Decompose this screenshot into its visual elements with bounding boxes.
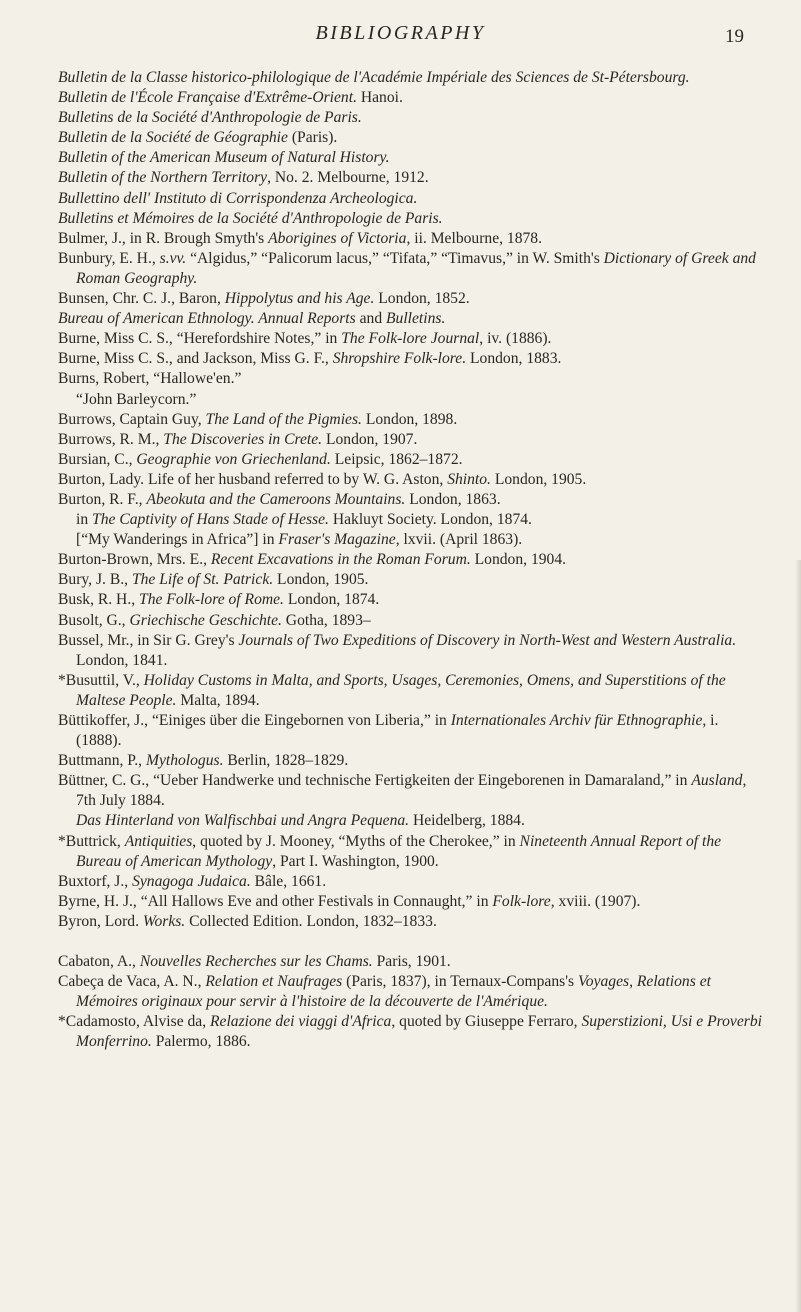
bib-entry: Busk, R. H., The Folk-lore of Rome. London, 1874. bbox=[58, 591, 380, 609]
bib-entry: Bunbury, E. H., s.vv. “Algidus,” “Palicorum lacus,” “Tifata,” “Timavus,” in W. Smith's Dictionary of Greek and Roman Geography. bbox=[58, 249, 756, 287]
bib-entry: Bulletin of the American Museum of Natural History. bbox=[58, 149, 390, 167]
bib-entry: Busolt, G., Griechische Geschichte. Gotha, 1893– bbox=[58, 611, 371, 629]
running-head: BIBLIOGRAPHY bbox=[315, 22, 486, 44]
bib-entry: Bulletin of the Northern Territory, No. 2. Melbourne, 1912. bbox=[58, 169, 429, 187]
bib-entry: Bulmer, J., in R. Brough Smyth's Aborigines of Victoria, ii. Melbourne, 1878. bbox=[58, 229, 542, 247]
bib-entry: *Busuttil, V., Holiday Customs in Malta, and Sports, Usages, Ceremonies, Omens, and Superstitions of the Maltese People. Malta, 1894. bbox=[58, 671, 726, 709]
bib-entry: Bulletin de la Classe historico-philologique de l'Académie Impériale des Sciences de St-Pétersbourg. bbox=[58, 69, 690, 86]
bib-entry: Bulletin de la Société de Géographie (Paris). bbox=[58, 129, 338, 147]
bib-entry: Büttikoffer, J., “Einiges über die Eingebornen von Liberia,” in Internationales Archiv für Ethnographie, i. (1888). bbox=[58, 712, 719, 750]
bib-entry: Burton, R. F., Abeokuta and the Cameroons Mountains. London, 1863. in The Captivity of Hans Stade of Hesse. Hakluyt Society. London, 1874. [“My Wanderings in Africa”] in Fraser's Magazine, lxvii. (April 1863). bbox=[58, 490, 532, 549]
bib-entry: Burrows, R. M., The Discoveries in Crete. London, 1907. bbox=[58, 430, 418, 448]
bib-entry: Bussel, Mr., in Sir G. Grey's Journals of Two Expeditions of Discovery in North-West and Western Australia. London, 1841. bbox=[58, 631, 737, 669]
bib-entry: Burton, Lady. Life of her husband referred to by W. G. Aston, Shinto. London, 1905. bbox=[58, 470, 587, 488]
bib-entry: *Buttrick, Antiquities, quoted by J. Mooney, “Myths of the Cherokee,” in Nineteenth Annual Report of the Bureau of American Mythology, Part I. Washington, 1900. bbox=[58, 832, 722, 870]
bib-entry: Burne, Miss C. S., and Jackson, Miss G. F., Shropshire Folk-lore. London, 1883. bbox=[58, 350, 562, 368]
page-number: 19 bbox=[725, 26, 744, 47]
bib-entry: Bureau of American Ethnology. Annual Reports and Bulletins. bbox=[58, 310, 446, 328]
bib-entry: Bury, J. B., The Life of St. Patrick. London, 1905. bbox=[58, 571, 369, 589]
bib-entry: Byrne, H. J., “All Hallows Eve and other Festivals in Connaught,” in Folk-lore, xviii. (1907). bbox=[58, 892, 641, 910]
bib-entry: Buxtorf, J., Synagoga Judaica. Bâle, 1661. bbox=[58, 872, 327, 890]
bib-entry: Bullettino dell' Instituto di Corrispondenza Archeologica. bbox=[58, 189, 418, 207]
bib-entry: Burton-Brown, Mrs. E., Recent Excavations in the Roman Forum. London, 1904. bbox=[58, 551, 567, 569]
bib-entry: Buttmann, P., Mythologus. Berlin, 1828–1829. bbox=[58, 752, 349, 770]
bib-entry: Bulletins de la Société d'Anthropologie de Paris. bbox=[58, 109, 362, 127]
bib-entry: *Cadamosto, Alvise da, Relazione dei viaggi d'Africa, quoted by Giuseppe Ferraro, Superstizioni, Usi e Proverbi Monferrino. Palermo, 1886. bbox=[58, 1013, 762, 1051]
bib-entry: Byron, Lord. Works. Collected Edition. London, 1832–1833. bbox=[58, 912, 437, 930]
bib-entry: Burrows, Captain Guy, The Land of the Pigmies. London, 1898. bbox=[58, 410, 458, 428]
bib-entry: Bunsen, Chr. C. J., Baron, Hippolytus and his Age. London, 1852. bbox=[58, 290, 470, 308]
page-header bbox=[0, 22, 801, 62]
bib-entry: Büttner, C. G., “Ueber Handwerke und technische Fertigkeiten der Eingeborenen in Damaraland,” in Ausland, 7th July 1884. Das Hinterland von Walfischbai und Angra Pequena. Heidelberg, 1884. bbox=[58, 772, 747, 830]
bib-entry: Cabaton, A., Nouvelles Recherches sur les Chams. Paris, 1901. bbox=[58, 953, 451, 971]
bib-entry: Cabeça de Vaca, A. N., Relation et Naufrages (Paris, 1837), in Ternaux-Compans's Voyages, Relations et Mémoires originaux pour servir à l'histoire de la découverte de l'Amérique. bbox=[58, 973, 711, 1011]
bib-entry: Burns, Robert, “Hallowe'en.” “John Barleycorn.” bbox=[58, 370, 242, 408]
bib-entry: Burne, Miss C. S., “Herefordshire Notes,” in The Folk-lore Journal, iv. (1886). bbox=[58, 330, 552, 348]
bib-entry: Bursian, C., Geographie von Griechenland. Leipsic, 1862–1872. bbox=[58, 450, 463, 468]
page-edge-shadow bbox=[795, 560, 801, 1312]
bib-entry: Bulletin de l'École Française d'Extrême-Orient. Hanoi. bbox=[58, 89, 403, 107]
bibliography-list bbox=[58, 68, 763, 1053]
bib-entry: Bulletins et Mémoires de la Société d'Anthropologie de Paris. bbox=[58, 209, 443, 227]
